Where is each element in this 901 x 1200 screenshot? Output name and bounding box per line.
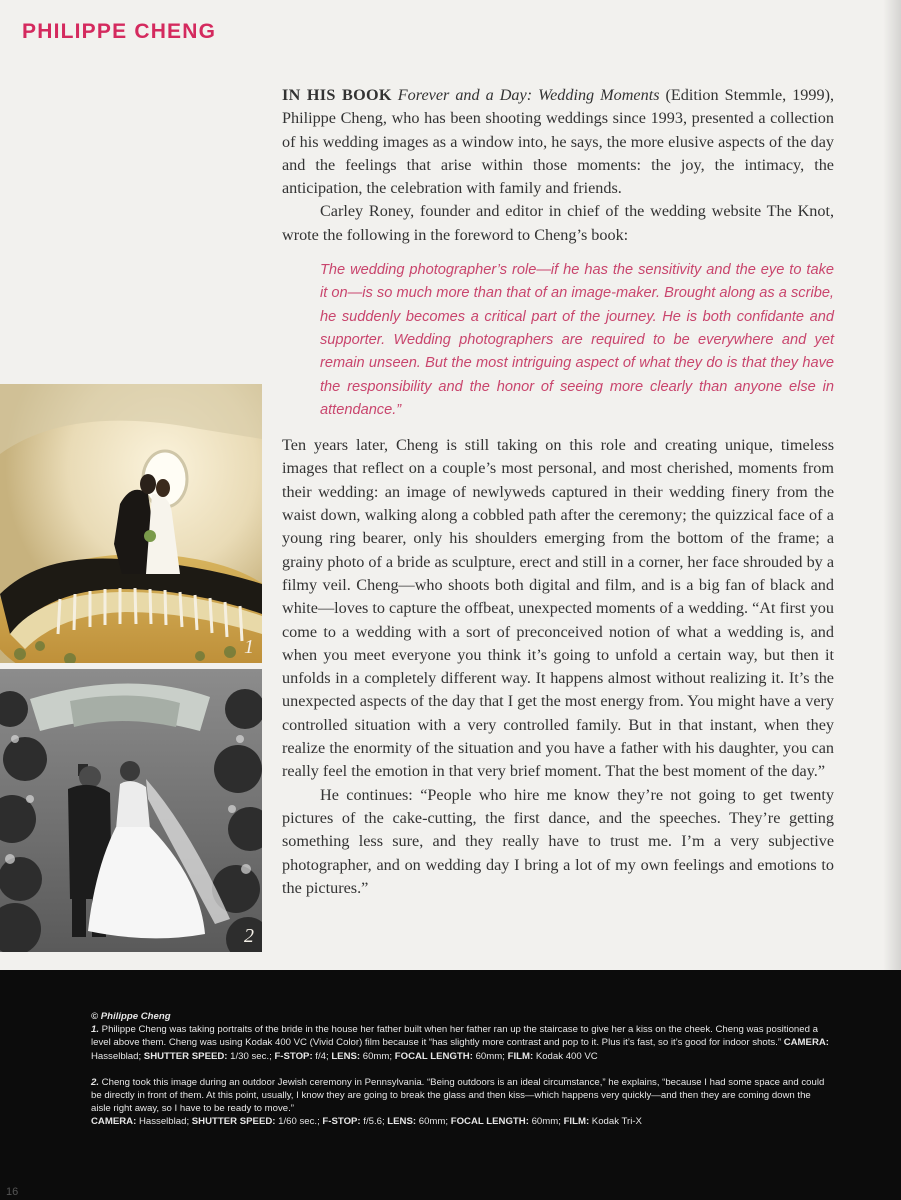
spec-label: FILM: <box>563 1116 590 1128</box>
photographer-name-header: PHILIPPE CHENG <box>22 20 217 43</box>
spec-label: F-STOP: <box>322 1116 361 1128</box>
spec-value: 1/30 sec.; <box>227 1050 275 1062</box>
caption-2-text: Cheng took this image during an outdoor Jewish ceremony in Pennsylvania. “Being outdoors is an ideal circumstance,” he explains, “because I had some space and could be directly in front of them. At this point, usually, I know they are going to break the glass and then kiss—which happens very quickly—and then they are coming down the aisle right away, so I have to be ready to move.” <box>91 1076 825 1115</box>
page-number: 16 <box>6 1186 19 1198</box>
caption-2-specs <box>91 1115 833 1128</box>
ceremony-photo-image <box>0 669 262 952</box>
spec-value: f/5.6; <box>360 1116 388 1128</box>
spec-value: 60mm; <box>528 1116 564 1128</box>
photo-staircase-kiss <box>0 384 262 663</box>
staircase-photo-image <box>0 384 262 663</box>
spec-value: f/4; <box>312 1050 332 1062</box>
photo-credit: © Philippe Cheng <box>91 1011 171 1022</box>
lead-in: IN HIS BOOK <box>282 86 392 104</box>
photo-outdoor-ceremony <box>0 669 262 952</box>
spec-value: Hasselblad; <box>91 1050 144 1062</box>
caption-footer <box>0 970 901 1200</box>
foreword-intro-paragraph: Carley Roney, founder and editor in chief of the wedding website The Knot, wrote the following in the foreword to Cheng’s book: <box>282 202 834 244</box>
photo-number-2: 2 <box>244 925 254 947</box>
spec-label: FOCAL LENGTH: <box>394 1050 473 1062</box>
article-body <box>282 84 834 900</box>
book-title: Forever and a Day: Wedding Moments <box>397 86 660 104</box>
caption-2-number: 2. <box>91 1076 100 1088</box>
spec-value: 60mm; <box>416 1116 451 1128</box>
intro-text: (Edition Stemmle, 1999), Philippe Cheng, who has been shooting weddings since 1993, presented a collection of his wedding images as a window into, he says, the more elusive aspects of the day and the feelings that arise within those moments: the joy, the intimacy, the anticipation, the celebration with family and friends. <box>282 86 835 198</box>
caption-1 <box>91 1023 833 1063</box>
page-gutter-shadow <box>883 0 901 970</box>
spec-label: SHUTTER SPEED: <box>143 1050 228 1062</box>
photo-number-1: 1 <box>244 636 254 658</box>
spec-label: LENS: <box>387 1116 417 1128</box>
intro-paragraph <box>282 84 834 200</box>
spec-value: Hasselblad; <box>136 1116 192 1128</box>
spec-label: FILM: <box>507 1050 534 1062</box>
spec-label: FOCAL LENGTH: <box>450 1116 529 1128</box>
spec-label: CAMERA: <box>91 1116 137 1128</box>
caption-1-text: Philippe Cheng was taking portraits of the bride in the house her father built when her father ran up the staircase to give her a kiss on the cheek. Cheng was positioned a level above them. Cheng was using Kodak 400 VC (Vivid Color) film because it “has slightly more contrast and pop to it. Plus it’s fast, so it’s good for indoor shots.” <box>91 1024 818 1049</box>
caption-1-number: 1. <box>91 1024 100 1036</box>
captions-block <box>91 1010 833 1129</box>
spec-label: LENS: <box>331 1050 361 1062</box>
spec-value: Kodak Tri-X <box>589 1116 642 1128</box>
spec-value: 1/60 sec.; <box>275 1116 323 1128</box>
spec-value: 60mm; <box>472 1050 508 1062</box>
caption-2 <box>91 1076 833 1116</box>
pull-quote: The wedding photographer’s role—if he has the sensitivity and the eye to take it on—is so much more than that of an image-maker. Brought along as a scribe, he suddenly becomes a critical part of the journey. He is both confidante and supporter. Wedding photographers are required to be everywhere and yet remain unseen. But the most intriguing aspect of what they do is that they have the responsibility and the honor of seeing more clearly than anyone else in attendance.” <box>320 262 834 418</box>
spec-value: Kodak 400 VC <box>533 1050 598 1062</box>
spec-label: CAMERA: <box>783 1037 830 1049</box>
body-paragraph-4: He continues: “People who hire me know they’re not going to get twenty pictures of the cake-cutting, the first dance, and the speeches. They’re getting something less sure, and they really have to trust me. I’m a very subjective photographer, and on wedding day I bring a lot of my own feelings and emotions to the pictures.” <box>282 785 834 897</box>
spec-label: SHUTTER SPEED: <box>191 1116 276 1128</box>
spec-value: 60mm; <box>360 1050 395 1062</box>
body-paragraph-3: Ten years later, Cheng is still taking on this role and creating unique, timeless images that reflect on a couple’s most personal, and most cherished, moments from their wedding: an image of newlyweds captured in their wedding finery from the waist down, walking along a cobbled path after the ceremony; the quizzical face of a young ring bearer, only his shoulders emerging from the bottom of the frame; a grainy photo of a bride as sculpture, erect and still in a corner, her face shrouded by a filmy veil. Cheng—who shoots both digital and film, and is a big fan of black and white—loves to capture the offbeat, unexpected moments of a wedding. “At first you come to a wedding with a sort of preconceived notion of what a wedding is, and when you meet everyone you think it’s going to unfold a certain way, but then it unfolds in a completely different way. It happens almost without realizing it. It’s the unexpected aspects of the day that I get the most energy from. You might have a very controlled situation with a very controlled family. But in that instant, when they realize the enormity of the situation and you have a father with his daughter, you can really feel the emotion in that very brief moment. That the best moment of the day.” <box>282 436 834 781</box>
spec-label: F-STOP: <box>274 1050 313 1062</box>
